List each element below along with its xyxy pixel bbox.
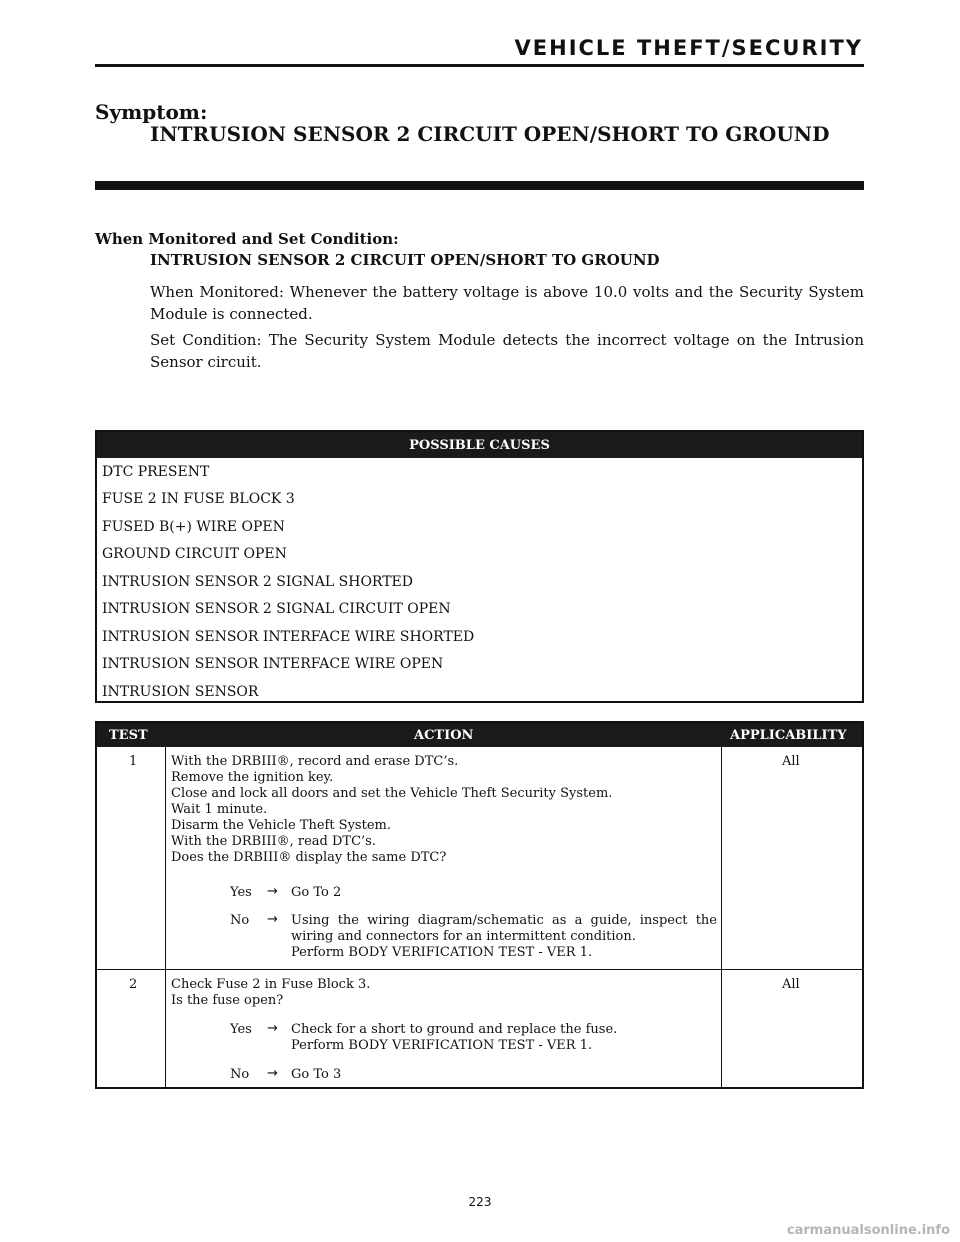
test-steps: [171, 754, 716, 866]
cause-item: FUSE 2 IN FUSE BLOCK 3: [102, 491, 295, 507]
possible-causes-table: [95, 430, 864, 703]
cause-item: INTRUSION SENSOR: [102, 684, 259, 700]
header-applicability: APPLICABILITY: [730, 728, 847, 743]
section-title: VEHICLE THEFT/SECURITY: [514, 36, 863, 60]
watermark: carmanualsonline.info: [786, 1223, 950, 1238]
when-monitored-text: When Monitored: Whenever the battery voltage is above 10.0 volts and the Security System Module is connected.: [150, 283, 864, 323]
test-step: Disarm the Vehicle Theft System.: [171, 818, 391, 833]
symptom-label: Symptom:: [95, 100, 208, 124]
answer-no-label: No: [230, 913, 250, 928]
monitoring-heading: When Monitored and Set Condition:: [95, 230, 399, 248]
page-number: 223: [468, 1195, 492, 1209]
column-divider: [165, 747, 166, 1089]
test-number: 2: [129, 977, 138, 992]
test-step: Check Fuse 2 in Fuse Block 3.: [171, 977, 371, 992]
cause-item: INTRUSION SENSOR INTERFACE WIRE OPEN: [102, 656, 444, 672]
test-number: 1: [129, 754, 138, 769]
cause-item: GROUND CIRCUIT OPEN: [102, 546, 287, 562]
arrow-icon: →: [267, 912, 278, 927]
answer-no-text: wiring and connectors for an intermittent condition.: [291, 929, 636, 944]
header-rule: [95, 64, 864, 67]
answer-no-label: No: [230, 1067, 250, 1082]
test-step: Wait 1 minute.: [171, 802, 268, 817]
answer-yes-label: Yes: [230, 1022, 252, 1037]
answer-no-text: Go To 3: [291, 1067, 342, 1082]
answer-yes-text: Check for a short to ground and replace the fuse.: [291, 1022, 618, 1037]
test-table: [95, 721, 864, 1089]
cause-item: INTRUSION SENSOR INTERFACE WIRE SHORTED: [102, 629, 475, 645]
test-step: With the DRBIII®, record and erase DTC’s.: [171, 754, 459, 769]
test-step: Does the DRBIII® display the same DTC?: [171, 850, 447, 865]
condition-title: INTRUSION SENSOR 2 CIRCUIT OPEN/SHORT TO GROUND: [150, 251, 660, 269]
symptom-divider: [95, 181, 864, 190]
applicability-value: All: [782, 754, 800, 769]
test-step: Remove the ignition key.: [171, 770, 334, 785]
answer-no-text: Using the wiring diagram/schematic as a guide, inspect the: [291, 913, 717, 928]
column-divider: [721, 747, 722, 1089]
test-step: With the DRBIII®, read DTC’s.: [171, 834, 376, 849]
cause-item: INTRUSION SENSOR 2 SIGNAL SHORTED: [102, 574, 414, 590]
row-divider: [97, 969, 862, 970]
possible-causes-header: POSSIBLE CAUSES: [97, 432, 862, 458]
arrow-icon: →: [267, 884, 278, 899]
test-step: Is the fuse open?: [171, 993, 284, 1008]
header-test: TEST: [109, 728, 148, 743]
answer-yes-text: Perform BODY VERIFICATION TEST - VER 1.: [291, 1038, 593, 1053]
applicability-value: All: [782, 977, 800, 992]
header-action: ACTION: [414, 728, 474, 743]
symptom-title: INTRUSION SENSOR 2 CIRCUIT OPEN/SHORT TO GROUND: [150, 122, 830, 146]
arrow-icon: →: [267, 1021, 278, 1036]
answer-yes-label: Yes: [230, 885, 252, 900]
test-table-header: [97, 723, 862, 747]
set-condition-text: Set Condition: The Security System Module detects the incorrect voltage on the Intrusion Sensor circuit.: [150, 331, 864, 371]
cause-item: INTRUSION SENSOR 2 SIGNAL CIRCUIT OPEN: [102, 601, 451, 617]
cause-item: DTC PRESENT: [102, 464, 210, 480]
answer-yes-text: Go To 2: [291, 885, 342, 900]
test-step: Close and lock all doors and set the Vehicle Theft Security System.: [171, 786, 613, 801]
cause-item: FUSED B(+) WIRE OPEN: [102, 519, 285, 535]
test-steps: [171, 977, 716, 1009]
answer-no-text: Perform BODY VERIFICATION TEST - VER 1.: [291, 945, 593, 960]
arrow-icon: →: [267, 1066, 278, 1081]
